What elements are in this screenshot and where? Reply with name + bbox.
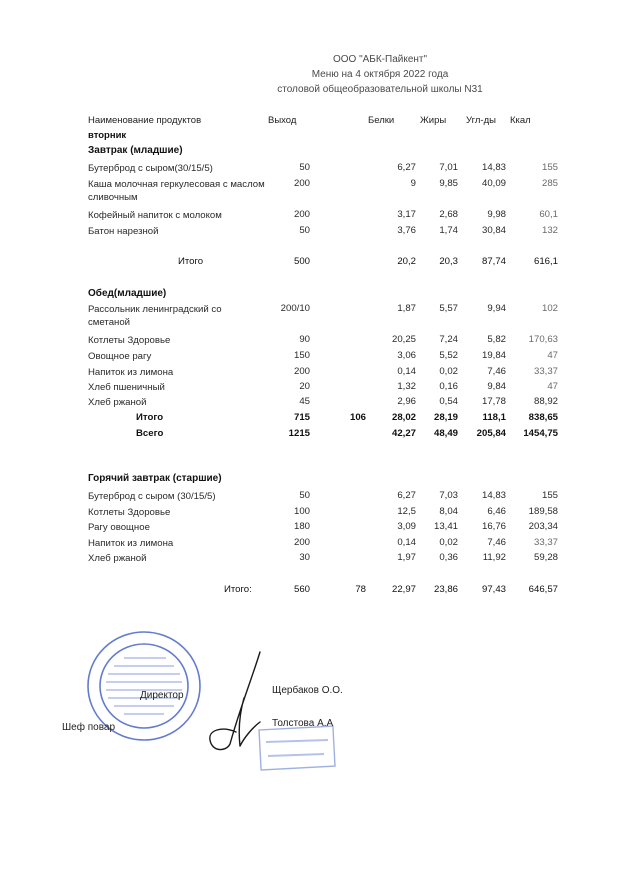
- director-signature: [200, 648, 280, 758]
- total-carbs: 118,1: [482, 412, 506, 423]
- item-kcal: 189,58: [528, 506, 558, 517]
- item-protein: 12,5: [397, 506, 416, 517]
- item-name: Кофейный напиток с молоком: [88, 210, 222, 221]
- item-name: Овощное рагу: [88, 351, 152, 362]
- item-kcal: 102: [541, 303, 558, 314]
- item-fat: 2,68: [439, 209, 458, 220]
- grand-total-carbs: 205,84: [476, 428, 506, 439]
- table-row: [0, 506, 640, 522]
- grand-total-output: 1215: [288, 428, 310, 439]
- grand-total-protein: 42,27: [391, 428, 416, 439]
- item-output: 100: [293, 506, 310, 517]
- item-protein: 3,09: [397, 521, 416, 532]
- total-fat: 23,86: [433, 584, 458, 595]
- item-name: Котлеты Здоровье: [88, 507, 171, 518]
- item-name: Котлеты Здоровье: [88, 335, 171, 346]
- total-label: Итого: [178, 256, 204, 267]
- total-protein: 22,97: [391, 584, 416, 595]
- table-row: [0, 490, 640, 506]
- chef-name: Толстова А.А: [272, 718, 334, 729]
- item-output: 200: [293, 209, 310, 220]
- item-output: 50: [299, 490, 310, 501]
- item-fat: 0,02: [439, 537, 458, 548]
- item-protein: 3,17: [397, 209, 416, 220]
- table-row: [0, 178, 640, 206]
- item-fat: 1,74: [439, 225, 458, 236]
- item-kcal: 47: [547, 381, 558, 392]
- item-carbs: 19,84: [481, 350, 506, 361]
- item-carbs: 30,84: [481, 225, 506, 236]
- item-name: Хлеб ржаной: [88, 397, 147, 408]
- item-output: 45: [299, 396, 310, 407]
- item-carbs: 6,46: [487, 506, 506, 517]
- table-row: [0, 334, 640, 350]
- director-name: Щербаков О.О.: [272, 685, 343, 696]
- total-extra: 78: [355, 584, 366, 595]
- item-kcal: 60,1: [539, 209, 558, 220]
- item-carbs: 16,76: [481, 521, 506, 532]
- item-output: 150: [293, 350, 310, 361]
- total-row: [0, 412, 640, 428]
- total-kcal: 616,1: [533, 256, 558, 267]
- item-output: 90: [299, 334, 310, 345]
- item-output: 200: [293, 537, 310, 548]
- total-output: 560: [293, 584, 310, 595]
- day-of-week: вторник: [88, 130, 127, 141]
- item-fat: 5,52: [439, 350, 458, 361]
- total-row: [0, 256, 640, 272]
- item-output: 180: [293, 521, 310, 532]
- item-output: 20: [299, 381, 310, 392]
- item-name: Рагу овощное: [88, 522, 150, 533]
- item-name: Хлеб ржаной: [88, 553, 147, 564]
- item-protein: 9: [410, 178, 416, 189]
- item-name: Рассольник ленинградский со сметаной: [88, 304, 222, 328]
- item-name: Напиток из лимона: [88, 367, 174, 378]
- table-row: [0, 396, 640, 412]
- grand-total-label: Всего: [136, 428, 164, 439]
- col-name-header: Наименование продуктов: [88, 115, 202, 126]
- item-carbs: 17,78: [481, 396, 506, 407]
- col-protein-header: Белки: [368, 115, 395, 126]
- item-protein: 1,87: [397, 303, 416, 314]
- grand-total-fat: 48,49: [433, 428, 458, 439]
- table-row: [0, 521, 640, 537]
- total-protein: 28,02: [391, 412, 416, 423]
- item-carbs: 11,92: [482, 552, 506, 563]
- grand-total-kcal: 1454,75: [523, 428, 558, 439]
- item-carbs: 14,83: [481, 490, 506, 501]
- item-fat: 7,03: [439, 490, 458, 501]
- item-protein: 0,14: [397, 366, 416, 377]
- item-name: Бутерброд с сыром(30/15/5): [88, 163, 213, 174]
- item-kcal: 59,28: [533, 552, 558, 563]
- item-protein: 6,27: [397, 162, 416, 173]
- section-title-lunch-junior: Обед(младшие): [88, 288, 167, 299]
- item-protein: 6,27: [397, 490, 416, 501]
- item-carbs: 5,82: [487, 334, 506, 345]
- item-name: Каша молочная геркулесовая с маслом сливочным: [88, 179, 265, 203]
- table-row: [0, 162, 640, 178]
- item-kcal: 203,34: [528, 521, 558, 532]
- item-kcal: 155: [541, 490, 558, 501]
- company-name: ООО "АБК-Пайкент": [332, 54, 428, 65]
- item-fat: 0,54: [439, 396, 458, 407]
- chef-label: Шеф повар: [62, 722, 116, 733]
- table-row: [0, 303, 640, 331]
- total-row: [0, 584, 640, 600]
- item-carbs: 9,94: [487, 303, 506, 314]
- table-row: [0, 537, 640, 553]
- item-protein: 3,06: [397, 350, 416, 361]
- table-row: [0, 225, 640, 241]
- director-label: Директор: [140, 690, 184, 701]
- item-carbs: 7,46: [487, 537, 506, 548]
- item-output: 200: [293, 366, 310, 377]
- item-fat: 5,57: [439, 303, 458, 314]
- item-output: 200: [293, 178, 310, 189]
- section-title-breakfast-junior: Завтрак (младшие): [88, 145, 183, 156]
- grand-total-row: [0, 428, 640, 444]
- table-row: [0, 350, 640, 366]
- item-kcal: 155: [541, 162, 558, 173]
- item-fat: 0,16: [439, 381, 458, 392]
- col-carbs-header: Угл-ды: [466, 115, 496, 126]
- table-row: [0, 381, 640, 397]
- item-kcal: 88,92: [533, 396, 558, 407]
- total-carbs: 97,43: [481, 584, 506, 595]
- table-row: [0, 366, 640, 382]
- item-protein: 2,96: [397, 396, 416, 407]
- item-name: Бутерброд с сыром (30/15/5): [88, 491, 216, 502]
- col-output-header: Выход: [268, 115, 297, 126]
- total-protein: 20,2: [397, 256, 416, 267]
- item-kcal: 285: [541, 178, 558, 189]
- item-carbs: 9,98: [487, 209, 506, 220]
- col-fat-header: Жиры: [420, 115, 447, 126]
- item-output: 30: [299, 552, 310, 563]
- item-kcal: 33,37: [533, 537, 558, 548]
- item-fat: 8,04: [439, 506, 458, 517]
- total-kcal: 646,57: [528, 584, 558, 595]
- section-title-breakfast-senior: Горячий завтрак (старшие): [88, 473, 222, 484]
- item-carbs: 40,09: [481, 178, 506, 189]
- item-output: 50: [299, 162, 310, 173]
- total-output: 500: [293, 256, 310, 267]
- item-kcal: 132: [541, 225, 558, 236]
- item-name: Напиток из лимона: [88, 538, 174, 549]
- item-output: 50: [299, 225, 310, 236]
- item-carbs: 9,84: [487, 381, 506, 392]
- item-protein: 0,14: [397, 537, 416, 548]
- item-fat: 0,36: [439, 552, 458, 563]
- menu-date: Меню на 4 октября 2022 года: [311, 69, 449, 80]
- table-row: [0, 209, 640, 225]
- item-carbs: 14,83: [481, 162, 506, 173]
- item-protein: 1,97: [397, 552, 416, 563]
- col-kcal-header: Ккал: [510, 115, 531, 126]
- item-fat: 13,41: [433, 521, 458, 532]
- item-fat: 9,85: [439, 178, 458, 189]
- total-kcal: 838,65: [528, 412, 558, 423]
- item-kcal: 170,63: [528, 334, 558, 345]
- total-label: Итого:: [224, 584, 252, 595]
- total-fat: 28,19: [433, 412, 458, 423]
- item-kcal: 47: [547, 350, 558, 361]
- table-row: [0, 552, 640, 568]
- item-protein: 20,25: [391, 334, 416, 345]
- item-name: Хлеб пшеничный: [88, 382, 165, 393]
- item-name: Батон нарезной: [88, 226, 159, 237]
- total-output: 715: [293, 412, 310, 423]
- item-fat: 7,01: [439, 162, 458, 173]
- item-output: 200/10: [280, 303, 310, 314]
- item-protein: 1,32: [397, 381, 416, 392]
- total-carbs: 87,74: [481, 256, 506, 267]
- item-protein: 3,76: [397, 225, 416, 236]
- total-label: Итого: [136, 412, 164, 423]
- item-fat: 7,24: [439, 334, 458, 345]
- school-name: столовой общеобразовательной школы N31: [277, 84, 483, 95]
- item-kcal: 33,37: [533, 366, 558, 377]
- total-extra: 106: [349, 412, 366, 423]
- item-carbs: 7,46: [487, 366, 506, 377]
- item-fat: 0,02: [439, 366, 458, 377]
- total-fat: 20,3: [439, 256, 458, 267]
